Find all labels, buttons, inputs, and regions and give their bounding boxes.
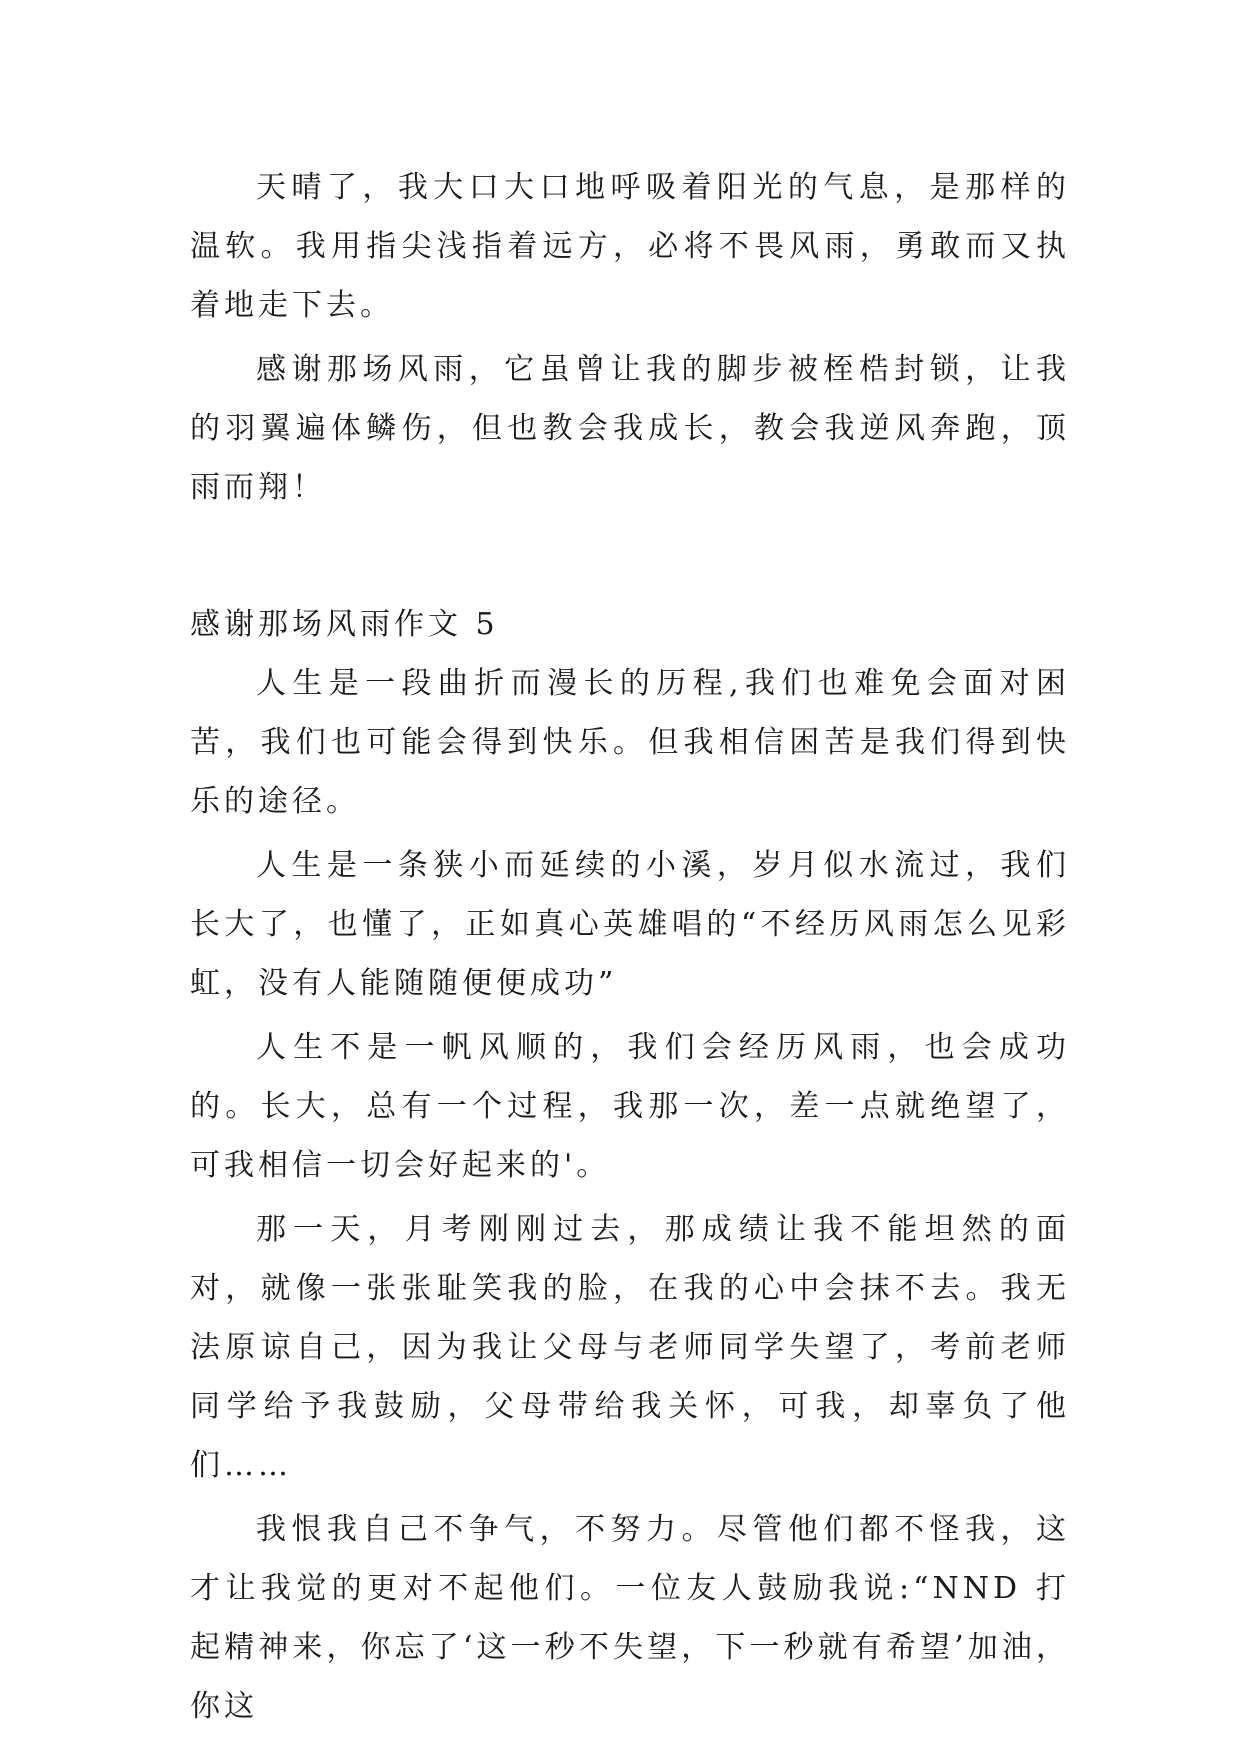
paragraph: 感谢那场风雨，它虽曾让我的脚步被桎梏封锁，让我的羽翼遍体鳞伤，但也教会我成长，教会我逆风奔跑，顶雨而翔！ <box>190 352 1070 505</box>
paragraph: 我恨我自己不争气，不努力。尽管他们都不怪我，这才让我觉的更对不起他们。一位友人鼓励我说:“NND 打起精神来，你忘了‘这一秒不失望，下一秒就有希望’加油，你这 <box>190 1512 1070 1724</box>
paragraph: 人生是一条狭小而延续的小溪，岁月似水流过，我们长大了，也懂了，正如真心英雄唱的“不经历风雨怎么见彩虹，没有人能随随便便成功” <box>190 848 1070 1001</box>
paragraph: 天晴了，我大口大口地呼吸着阳光的气息，是那样的温软。我用指尖浅指着远方，必将不畏风雨，勇敢而又执着地走下去。 <box>190 170 1070 323</box>
paragraph: 那一天，月考刚刚过去，那成绩让我不能坦然的面对，就像一张张耻笑我的脸，在我的心中会抹不去。我无法原谅自己，因为我让父母与老师同学失望了，考前老师同学给予我鼓励，父母带给我关怀，可我，却辜负了他们…… <box>190 1212 1070 1483</box>
section-spacer <box>190 517 1070 595</box>
paragraph: 人生是一段曲折而漫长的历程,我们也难免会面对困苦，我们也可能会得到快乐。但我相信困苦是我们得到快乐的途径。 <box>190 666 1070 819</box>
paragraph: 人生不是一帆风顺的，我们会经历风雨，也会成功的。长大，总有一个过程，我那一次，差一点就绝望了，可我相信一切会好起来的'。 <box>190 1030 1070 1183</box>
document-body <box>190 158 1070 1736</box>
section-heading: 感谢那场风雨作文 5 <box>190 607 499 642</box>
